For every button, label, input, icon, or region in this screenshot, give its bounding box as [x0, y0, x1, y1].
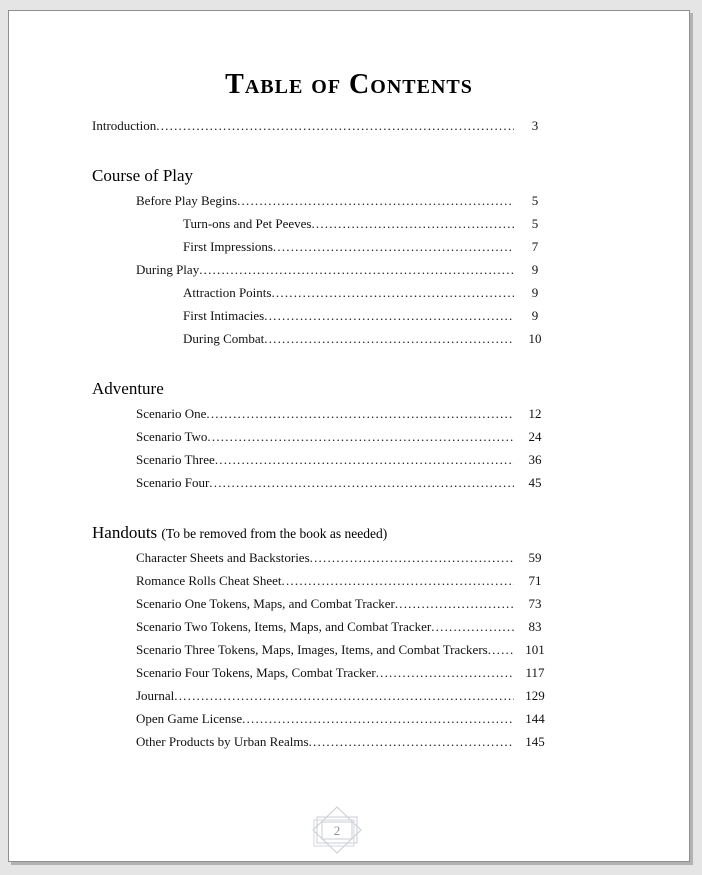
toc-entry-label: Scenario Four	[136, 475, 210, 490]
dot-leader	[431, 615, 514, 638]
dot-leader	[282, 569, 514, 592]
dot-leader	[199, 258, 514, 281]
toc-entry-label: Scenario One	[136, 406, 207, 421]
document-page	[8, 10, 690, 862]
page-ref: 45	[528, 475, 542, 490]
toc-entry[interactable]	[92, 258, 553, 281]
toc-entry[interactable]	[92, 212, 553, 235]
page-ref: 9	[531, 262, 539, 277]
dot-leader	[242, 707, 514, 730]
page-ref: 9	[531, 308, 539, 323]
dot-leader	[206, 402, 514, 425]
toc-entry-label: During Combat	[183, 331, 265, 346]
section-heading-text: Adventure	[92, 379, 164, 398]
toc-sections	[92, 164, 553, 753]
page-title: Table of Contents	[225, 69, 473, 100]
toc-entry-label: During Play	[136, 262, 200, 277]
section-heading-text: Handouts	[92, 523, 158, 542]
toc-entry-label: Scenario Three	[136, 452, 215, 467]
toc-entry-label: Scenario Three Tokens, Maps, Images, Items, and Combat Trackers	[136, 642, 488, 657]
toc-entry-label: Journal	[136, 688, 175, 703]
page-ref: 24	[528, 429, 542, 444]
page-ref: 7	[531, 239, 539, 254]
section-heading	[92, 377, 553, 400]
dot-leader	[156, 114, 514, 137]
page-ref: 10	[528, 331, 542, 346]
page-ref: 71	[528, 573, 542, 588]
toc-entry-label: Turn-ons and Pet Peeves	[183, 216, 312, 231]
toc-entry-label: Romance Rolls Cheat Sheet	[136, 573, 282, 588]
dot-leader	[395, 592, 514, 615]
dot-leader	[273, 235, 514, 258]
toc-entry[interactable]	[92, 684, 553, 707]
toc-entry-label: Character Sheets and Backstories	[136, 550, 310, 565]
page-ref: 36	[528, 452, 542, 467]
page-ref: 129	[525, 688, 545, 703]
toc-entry-label: Scenario Two	[136, 429, 208, 444]
toc-section	[92, 377, 553, 494]
toc-entry[interactable]	[92, 615, 553, 638]
toc-entry[interactable]	[92, 304, 553, 327]
page-number: 2	[333, 823, 341, 838]
toc-entry[interactable]	[92, 638, 553, 661]
page-number-ornament	[309, 806, 365, 854]
toc-entry[interactable]	[92, 448, 553, 471]
section-heading	[92, 521, 553, 544]
ornament-frame-graphic	[309, 806, 365, 854]
page-ref: 5	[531, 193, 539, 208]
toc-entry[interactable]	[92, 114, 553, 137]
toc-entry-label: First Intimacies	[183, 308, 265, 323]
toc-entry[interactable]	[92, 235, 553, 258]
toc-section	[92, 164, 553, 350]
dot-leader	[207, 425, 514, 448]
dot-leader	[264, 327, 514, 350]
table-of-contents	[92, 114, 553, 753]
toc-entry[interactable]	[92, 425, 553, 448]
toc-entry[interactable]	[92, 707, 553, 730]
toc-entry-label: First Impressions	[183, 239, 273, 254]
dot-leader	[309, 730, 514, 753]
page-ref: 73	[528, 596, 542, 611]
toc-entry-label: Attraction Points	[183, 285, 272, 300]
page-ref: 83	[528, 619, 542, 634]
toc-entry[interactable]	[92, 730, 553, 753]
page-ref: 12	[528, 406, 542, 421]
dot-leader	[264, 304, 514, 327]
toc-entry[interactable]	[92, 569, 553, 592]
dot-leader	[209, 471, 514, 494]
page-ref: 59	[528, 550, 542, 565]
toc-entry-label: Scenario Four Tokens, Maps, Combat Tracker	[136, 665, 376, 680]
toc-entry[interactable]	[92, 661, 553, 684]
dot-leader	[310, 546, 514, 569]
dot-leader	[271, 281, 514, 304]
dot-leader	[215, 448, 514, 471]
dot-leader	[237, 189, 514, 212]
toc-entry[interactable]	[92, 471, 553, 494]
section-heading-note: (To be removed from the book as needed)	[161, 526, 388, 541]
toc-entry[interactable]	[92, 189, 553, 212]
toc-entry-label: Scenario Two Tokens, Items, Maps, and Combat Tracker	[136, 619, 432, 634]
toc-entry[interactable]	[92, 281, 553, 304]
toc-entry-label: Other Products by Urban Realms	[136, 734, 309, 749]
toc-entry-label: Introduction	[92, 118, 157, 133]
toc-entry-label: Scenario One Tokens, Maps, and Combat Tracker	[136, 596, 395, 611]
page-ref: 5	[531, 216, 539, 231]
dot-leader	[488, 638, 514, 661]
toc-entry[interactable]	[92, 592, 553, 615]
dot-leader	[311, 212, 514, 235]
toc-entry-label: Open Game License	[136, 711, 243, 726]
dot-leader	[376, 661, 514, 684]
page-ref: 145	[525, 734, 545, 749]
section-heading-text: Course of Play	[92, 166, 194, 185]
page-ref: 3	[531, 118, 539, 133]
section-heading	[92, 164, 553, 187]
toc-section	[92, 521, 553, 753]
toc-entry[interactable]	[92, 402, 553, 425]
page-ref: 144	[525, 711, 545, 726]
page-ref: 101	[525, 642, 545, 657]
toc-entry[interactable]	[92, 327, 553, 350]
page-ref: 9	[531, 285, 539, 300]
toc-entry[interactable]	[92, 546, 553, 569]
toc-entry-label: Before Play Begins	[136, 193, 238, 208]
page-ref: 117	[525, 665, 545, 680]
dot-leader	[174, 684, 514, 707]
